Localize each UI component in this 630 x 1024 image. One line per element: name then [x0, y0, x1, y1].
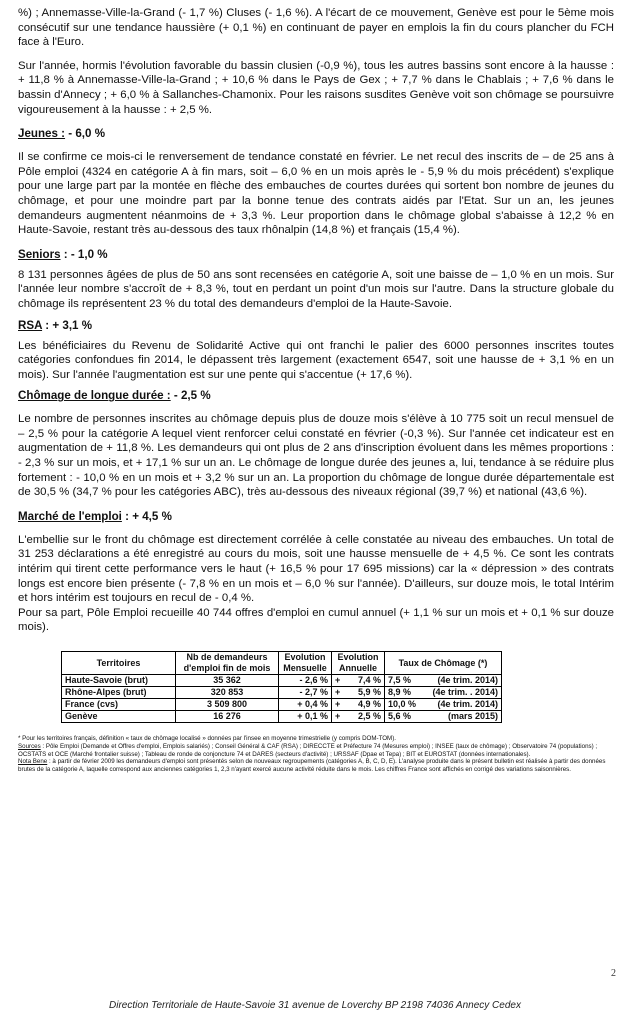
row-annuelle: 7,4 % — [357, 675, 381, 685]
section-marche-value: : + 4,5 % — [125, 509, 172, 523]
page-footer: Direction Territoriale de Haute-Savoie 31 avenue de Loverchy BP 2198 74036 Annecy Cedex — [109, 1000, 521, 1011]
row-territory: France (cvs) — [62, 699, 176, 711]
row-period: (4e trim. 2014) — [437, 675, 498, 685]
section-seniors-heading — [18, 247, 614, 262]
section-longue-text: Le nombre de personnes inscrites au chômage depuis plus de douze mois s'élève à 10 775 soit un recul mensuel de – 2,5 % pour la catégorie A lequel vient renforcer celui constaté en février (-0,3 %). Sur l'année cet indicateur est en augmentation de + 11,8 %. Les demandeurs qui ont plus de 2 ans d'inscription évoluent dans les mêmes proportions : - 2,3 % sur un mois, et + 17,1 % sur un an. Le chômage de longue durée des jeunes a, lui, tendance à se réduire plus fortement : - 10,0 % en un mois et + 3,2 % sur un an. La proportion du chômage de longue durée départementale est de 30,5 % (34,7 % pour les catégories ABC), très au-dessous des niveaux régional (39,7 %) et national (43,6 %). — [18, 413, 614, 499]
stats-table — [61, 651, 502, 723]
row-annuelle-sign: + — [335, 699, 341, 709]
row-territory: Genève — [62, 711, 176, 723]
section-rsa-text: Les bénéficiaires du Revenu de Solidarité Active qui ont franchi le palier des 6000 personnes inscrites toutes catégories confondues fin 2014, le dépassent très largement (exactement 6547, soit une hausse de + 3,1 % en un mois). Sur l'année l'augmentation est sur une pente qui s'accentue (+ 17,6 %). — [18, 339, 614, 381]
section-seniors-value: : - 1,0 % — [63, 247, 108, 261]
row-mensuelle: - 2,6 % — [279, 675, 332, 687]
table-row — [62, 675, 502, 687]
section-longue-value: - 2,5 % — [173, 389, 211, 403]
row-nb: 16 276 — [176, 711, 279, 723]
row-annuelle: 2,5 % — [357, 711, 381, 721]
section-marche-title: Marché de l'emploi — [18, 509, 122, 523]
row-rate: 5,6 % — [388, 711, 412, 721]
intro-paragraph-2: Sur l'année, hormis l'évolution favorable du bassin clusien (-0,9 %), tous les autres bassins sont encore à la hausse : + 11,8 % à Annemasse-Ville-la-Grand ; + 10,6 % dans le Pays de Gex ; + 7,7 % dans le Chablais ; + 7,6 % dans le bassin d'Annecy ; + 6,0 % à Sallanches-Chamonix. Pour les raisons susdites Genève voit son chômage se poursuivre vigoureusement à la hausse : + 2,5 %. — [18, 59, 614, 116]
footnote-nota-text: : à partir de février 2009 les demandeurs d'emploi sont présentés selon de nouveaux regroupements (catégories A, B, C, D, E). L'analyse produite dans le présent bulletin est réalisée à partir des données brutes de la catégorie A, laquelle correspond aux anciennes catégories 1, 2,3 n'ayant exercé aucune activité réduite dans le mois. Les chiffres France sont affichés en corrigé des variations saisonnières. — [18, 758, 606, 774]
row-rate: 7,5 % — [388, 675, 412, 685]
table-header-row — [62, 652, 502, 675]
footnote-sources-label: Sources — [18, 742, 41, 750]
row-annuelle-sign: + — [335, 675, 341, 685]
row-mensuelle: + 0,1 % — [279, 711, 332, 723]
row-territory: Rhône-Alpes (brut) — [62, 687, 176, 699]
intro-paragraph-1: %) ; Annemasse-Ville-la-Grand (- 1,7 %) Cluses (- 1,6 %). A l'écart de ce mouvement, Genève est pour le 5ème mois consécutif sur une tendance haussière (+ 0,1 %) en continuant de payer en emplois la fin du cours plancher du FCH face à l'Euro. — [18, 7, 614, 49]
row-annuelle-sign: + — [335, 711, 341, 721]
row-annuelle: 5,9 % — [357, 687, 381, 697]
section-rsa-heading — [18, 318, 614, 333]
row-period: (4e trim. 2014) — [437, 699, 498, 709]
row-annuelle: 4,9 % — [357, 699, 381, 709]
section-jeunes-value: - 6,0 % — [68, 127, 106, 141]
footnote-definition: * Pour les territoires français, définition « taux de chômage localisé » données par l'insee en moyenne trimestrielle (y compris DOM-TOM). — [18, 735, 396, 742]
footnote-sources-text: : Pôle Emploi (Demande et Offres d'emploi, Emplois salariés) ; Conseil Général & CAF (RSA) ; DIRECCTE et Préfecture 74 (Mesures emploi) ; INSEE (taux de chômage) ; Observatoire 74 (populations) ; OCSTATS et OCE (Marché frontalier suisse) ; Tableau de ronde de conjoncture 74 et DARES (secteurs d'activité) ; URSSAF (Dpae et Tepa) ; BIT et EUROSTAT (données internationales). — [18, 742, 598, 758]
header-evolution-mensuelle: Evolution Mensuelle — [279, 652, 332, 675]
header-territoires: Territoires — [62, 652, 176, 675]
footnote-nota-bene — [18, 758, 614, 774]
footnote-sources — [18, 743, 614, 759]
section-jeunes-text: Il se confirme ce mois-ci le renversement de tendance constaté en février. Le net recul des inscrits de – de 25 ans à Pôle emploi (4324 en catégorie A à fin mars, soit – 6,0 % en un mois après le - 5,9 % du mois précédent) s'explique pour une large part par la montée en flèche des embauches de courtes durées qui sortent bon nombre de jeunes du chômage, et pour une moindre part par la bonne tenue des contrats aidés par l'Etat. Sur un an, les jeunes demandeurs augmentent néanmoins de + 3,3 %. Leur proportion dans le chômage global s'abaisse à 12,2 % en Haute-Savoie, restant très au-dessous des taux rhônalpin (14,8 %) et français (15,4 %). — [18, 151, 614, 237]
row-nb: 320 853 — [176, 687, 279, 699]
document-body — [18, 6, 614, 774]
table-row — [62, 699, 502, 711]
header-evolution-annuelle: Evolution Annuelle — [332, 652, 385, 675]
row-period: (4e trim. . 2014) — [432, 687, 498, 697]
section-rsa-value: : + 3,1 % — [45, 318, 93, 332]
footnote-nota-label: Nota Bene — [18, 758, 48, 766]
section-seniors-text: 8 131 personnes âgées de plus de 50 ans sont recensées en catégorie A, soit une baisse de – 1,0 % en un mois. Sur l'année leur nombre s'accroît de + 8,3 %, tout en perdant un point d'un mois sur l'autre. Dans la structure globale du chômage ils représentent 23 % du total des demandeurs d'emploi de la Haute-Savoie. — [18, 268, 614, 310]
footnotes — [18, 735, 614, 774]
section-jeunes-title: Jeunes : — [18, 127, 66, 141]
section-rsa-title: RSA — [18, 318, 43, 332]
section-longue-title: Chômage de longue durée : — [18, 389, 171, 403]
page-number: 2 — [611, 968, 616, 979]
row-annuelle-sign: + — [335, 687, 341, 697]
row-nb: 3 509 800 — [176, 699, 279, 711]
section-marche-text-1: L'embellie sur le front du chômage est directement corrélée à celle constatée au niveau des embauches. Un total de 31 253 déclarations a été enregistré au cours du mois, soit une hausse mensuelle de + 4,5 %. Ce sont les contrats intérim qui tirent cette performance vers le haut (+ 16,5 % pour 17 695 missions) car la « dépression » des contrats longs est encore bien présente (- 7,8 % en un mois et – 6,0 % sur l'année). D'ailleurs, sur douze mois, le total Intérim et hors intérim est toujours en recul de - 0,4 %. — [18, 533, 614, 605]
table-row — [62, 687, 502, 699]
row-nb: 35 362 — [176, 675, 279, 687]
section-marche-text-2: Pour sa part, Pôle Emploi recueille 40 744 offres d'emploi en cumul annuel (+ 1,1 % sur un mois et + 0,1 % sur douze mois). — [18, 606, 614, 634]
row-mensuelle: + 0,4 % — [279, 699, 332, 711]
row-mensuelle: - 2,7 % — [279, 687, 332, 699]
section-seniors-title: Seniors — [18, 247, 61, 261]
section-marche-heading — [18, 509, 614, 524]
table-row — [62, 711, 502, 723]
section-longue-heading — [18, 388, 614, 403]
row-rate: 10,0 % — [388, 699, 417, 709]
row-rate: 8,9 % — [388, 687, 412, 697]
row-territory: Haute-Savoie (brut) — [62, 675, 176, 687]
section-jeunes-heading — [18, 126, 614, 141]
header-nb-demandeurs: Nb de demandeurs d'emploi fin de mois — [176, 652, 279, 675]
header-taux-chomage: Taux de Chômage (*) — [385, 652, 502, 675]
row-period: (mars 2015) — [447, 711, 498, 721]
